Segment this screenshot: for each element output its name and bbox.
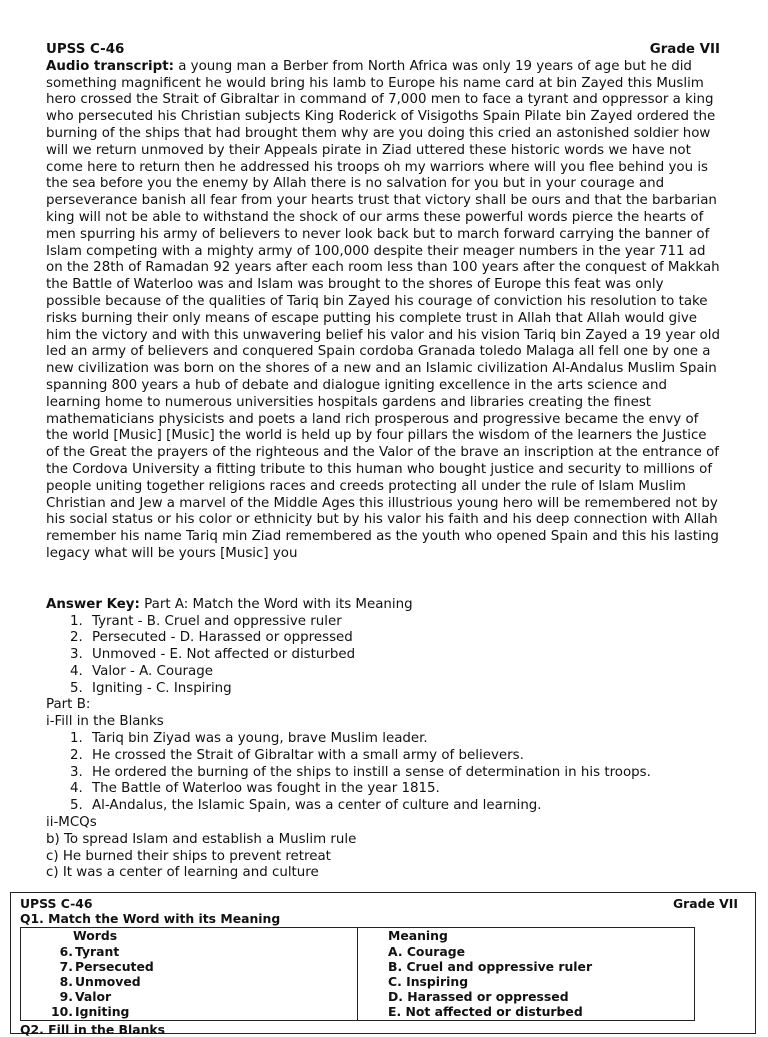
worksheet-header xyxy=(20,896,746,911)
meaning-item: E. Not affected or disturbed xyxy=(388,1004,583,1020)
answer-key-label: Answer Key: xyxy=(46,596,140,612)
answer-document xyxy=(46,42,720,882)
fill-blanks-title: i-Fill in the Blanks xyxy=(46,714,164,730)
list-item: 3. Unmoved - E. Not affected or disturbed xyxy=(70,647,356,663)
mcq-answer: b) To spread Islam and establish a Muslim rule xyxy=(46,831,357,847)
meaning-item: C. Inspiring xyxy=(388,974,469,990)
mcq-answer: c) He burned their ships to prevent retreat xyxy=(46,848,331,864)
words-header: Words xyxy=(73,928,118,944)
school-code: UPSS C-46 xyxy=(46,42,125,57)
word-item: 6. Tyrant xyxy=(59,943,120,959)
answer-key-heading xyxy=(46,597,720,614)
school-code: UPSS C-46 xyxy=(20,896,93,911)
meaning-header: Meaning xyxy=(388,928,448,944)
part-a-title: Part A: Match the Word with its Meaning xyxy=(139,596,413,612)
word-item: 7. Persecuted xyxy=(59,958,154,974)
page-break xyxy=(0,880,768,892)
list-item: 5. Al-Andalus, the Islamic Spain, was a center of culture and learning. xyxy=(70,798,542,814)
document-header xyxy=(46,42,720,59)
part-a-list xyxy=(46,614,720,698)
meaning-item: A. Courage xyxy=(388,943,466,959)
match-table xyxy=(20,927,695,1020)
transcript-label: Audio transcript: xyxy=(46,58,174,74)
list-item: 2. He crossed the Strait of Gibraltar with a small army of believers. xyxy=(70,747,524,763)
list-item: 5. Igniting - C. Inspiring xyxy=(70,680,232,696)
word-item: 10. Igniting xyxy=(51,1004,130,1020)
word-item: 9. Valor xyxy=(59,989,112,1005)
mcq-title: ii-MCQs xyxy=(46,815,97,831)
words-column xyxy=(21,928,358,1020)
audio-transcript xyxy=(46,59,720,563)
list-item: 3. He ordered the burning of the ships to instill a sense of determination in his troops. xyxy=(70,764,651,780)
question-2-title: Q2. Fill in the Blanks xyxy=(20,1021,166,1037)
part-b-title: Part B: xyxy=(46,697,91,713)
mcq-answer: c) It was a center of learning and culture xyxy=(46,865,319,881)
list-item: 1. Tariq bin Ziyad was a young, brave Muslim leader. xyxy=(70,731,428,747)
worksheet-page xyxy=(10,892,756,1037)
list-item: 1. Tyrant - B. Cruel and oppressive ruler xyxy=(70,613,342,629)
meaning-column xyxy=(358,928,695,1020)
question-1-title: Q1. Match the Word with its Meaning xyxy=(20,911,281,927)
fill-blanks-list xyxy=(46,731,720,815)
word-item: 8. Unmoved xyxy=(59,974,141,990)
meaning-item: B. Cruel and oppressive ruler xyxy=(388,958,593,974)
list-item: 4. The Battle of Waterloo was fought in the year 1815. xyxy=(70,781,440,797)
meaning-item: D. Harassed or oppressed xyxy=(388,989,569,1005)
grade-label: Grade VII xyxy=(672,896,738,911)
list-item: 4. Valor - A. Courage xyxy=(70,663,214,679)
grade-label: Grade VII xyxy=(649,42,720,57)
transcript-text: a young man a Berber from North Africa was only 19 years of age but he did something magnificent he would bring his lamb to Europe his name card at bin Zayed this Muslim hero crossed the Strait of Gibraltar in command of 7,000 men to face a tyrant and oppressor a king who persecuted his Christian subjects King Roderick of Visigoths Spain Pilate bin Zayed ordered the burning of the ships that had brought them why are you doing this cried an astonished soldier how will we return unmoved by their Appeals pirate in Ziad uttered these historic words we have not come here to return then he addressed his troops oh my warriors where will you flee behind you is the sea before you the enemy by Allah there is no salvation for you but in your courage and perseverance banish all fear from your hearts trust that victory shall be ours and that the barbarian king will not be able to withstand the shock of our arms these powerful words pierce the hearts of men spurring his army of believers to never look back but to march forward carrying the banner of Islam competing with a mighty army of 100,000 despite their meager numbers in the year 711 ad on the 28th of Ramadan 92 years after each room less than 100 years after the conquest of Makkah the Battle of Waterloo was and Islam was brought to the shores of Europe this feat was only possible because of the qualities of Tariq bin Zayed his courage of conviction his resolution to take risks burning their only means of escape putting his complete trust in Allah that Allah would give him the victory and with this unwavering belief his valor and his vision Tariq bin Zayed a 19 year old led an army of believers and conquered Spain cordoba Granada toledo Malaga all fell one by one a new civilization was born on the shores of a new and an Islamic civilization Al-Andalus Muslim Spain spanning 800 years a hub of debate and dialogue igniting excellence in the arts science and learning home to numerous universities hospitals gardens and libraries creating the finest mathematicians physicists and poets a land rich prosperous and progressive became the envy of the world [Music] [Music] the world is held up by four pillars the wisdom of the learners the Justice of the Great the prayers of the righteous and the Valor of the brave an inscription at the entrance of the Cordova University a fitting tribute to this human who bought justice and security to millions of people uniting together religions races and creeds protecting all under the rule of Islam Muslim Christian and Jew a marvel of the Middle Ages this illustrious young hero will be remembered not by his social status or his color or ethnicity but by his valor his faith and his deep connection with Allah remember his name Tariq min Ziad remembered as the youth who opened Spain and this his lasting legacy what will be yours [Music] you xyxy=(46,58,720,561)
list-item: 2. Persecuted - D. Harassed or oppressed xyxy=(70,630,353,646)
